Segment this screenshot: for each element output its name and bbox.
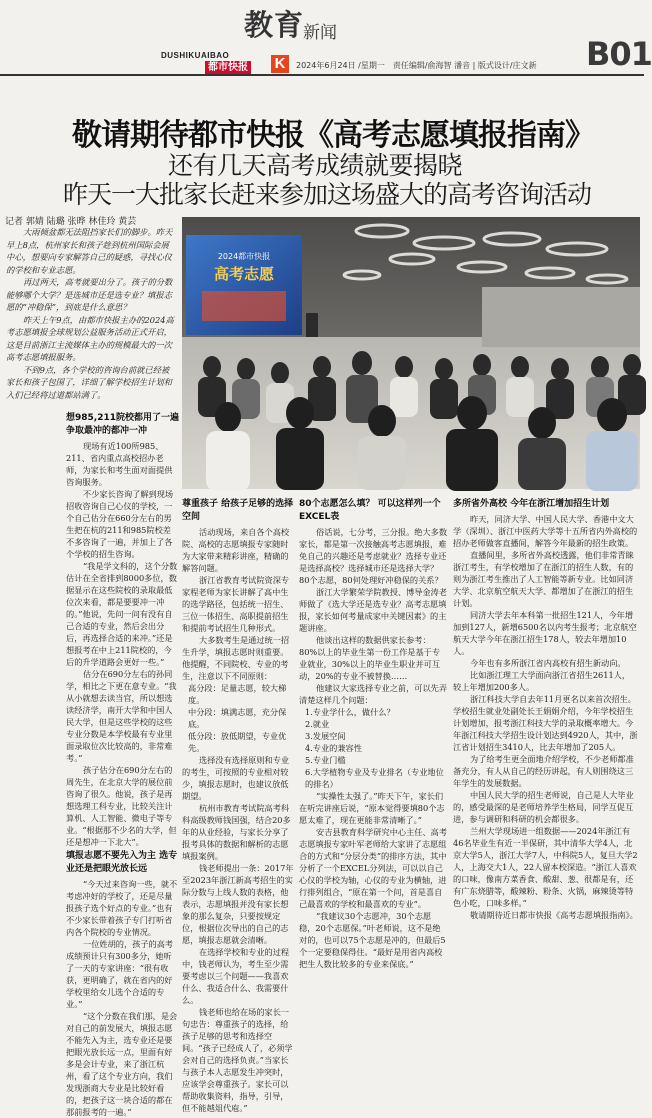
article-column-3 [299, 496, 447, 1020]
masthead-rule [0, 74, 644, 76]
paragraph: 浙江省教育考试院资深专家程老师为家长讲解了高中生的选学路径，包括统一招生、三位一体招生、高职提前招生和提前考试招生几种形式。 [182, 575, 290, 633]
paragraph: 现场有近100所985、211、省内重点高校招办老师，为家长和考生面对面提供咨询服务。 [66, 441, 173, 487]
paragraph: 杭州市教育考试院高考科科高级教师钱国强，结合20多年的从业经验，与家长分享了报考具体的数据和解析的志愿填报案例。 [182, 803, 291, 861]
article-column-4 [453, 496, 638, 1020]
screen-caption: 2024都市快报 [217, 252, 271, 261]
paragraph: 俗话说，七分考，三分报。绝大多数家长，都是第一次接触高考志愿填报，难免自己的兴趣还是考虑就业？选择专业还是选择高校？选择城市还是选择大学？80个志愿，80何处理好冲稳保的关系？ [299, 527, 448, 585]
paragraph: 不少家长咨询了解到现场招收咨询自己心仪的学校，一个自己估分在660分左右的男生把在杭的211和985院校差不多咨询了一遍，并加上了各个学校的招生咨询。 [66, 489, 174, 559]
screen-title: 高考志愿 [213, 265, 275, 283]
paragraph: 直播间里，多所省外高校透露，他们非常青睐浙江考生，有学校增加了在浙江的招生人数，有的则为浙江考生推出了人工智能等新专业。比如同济大学、北京航空航天大学、都增加了在浙江的招生计划。 [453, 550, 634, 608]
article-column-1 [66, 410, 179, 1117]
lead-paragraph: 昨天上午9点，由都市快报主办的2024高考志愿填报全球规划公益服务活动正式开启，这是目前浙江主流媒体主办的规模最大的一次高考志愿填报服务。 [6, 314, 174, 362]
byline: 记者 郭婧 陆璐 张晔 林佳玲 黄芸 [5, 217, 137, 227]
section-subtitle: 新闻 [303, 23, 337, 43]
paragraph: 钱老师提出一条：2017年至2023年浙江新高考招生的实际分数与上线人数的表格，他表示，志愿填报并没有家长想象的那么复杂，只要按规定位，根据位次导出的自己的志愿，填报志愿就会清晰。 [182, 863, 294, 945]
photo-illustration [182, 217, 640, 489]
paragraph: 他建议大家选择专业之前，可以先弄清楚这样几个问题： [299, 683, 448, 705]
paragraph: 孩子估分在690分左右的周先生，在北京大学的展位前咨询了很久。他说，孩子是再想选理工科专业，比较关注计算机、人工智能、微电子等专业。“根据那不少名的大学，但还是想冲一下北大”。 [66, 765, 177, 847]
list-item: 5.专业门槛 [305, 755, 346, 765]
subheadline-1: 还有几天高考成绩就要揭晓 [168, 151, 463, 180]
lead-paragraph: 大雨倾盆都无法阻挡家长们的脚步。昨天早上8点，杭州家长和孩子趁到杭州国际会展中心，想要向专家解答自己的疑惑，寻找心仪的学校和专业志愿。 [6, 227, 173, 275]
event-photo [182, 217, 640, 489]
paragraph: “这个分数在我们那，是会对自己的前发展大，填报志愿不能先入为主，选专业还是要把眼光放长远一点，里面有好多是会计专业，来了浙江杭州，看了这个专业方向，我们发现浙商大专业是比较好看的，把孩子这一块合适的都在那前报考的一遍。” [66, 1011, 178, 1117]
subheading: 尊重孩子 给孩子足够的选择空间 [182, 499, 294, 522]
paragraph: “我建议30个志愿冲，30个志愿稳，20个志愿保。”叶老师说，这不是绝对的，也可以75个志愿是冲的，但最后5个一定要稳保得住。“最好是用省内高校把生人数比较多的专业来保底。” [299, 911, 446, 969]
brand-label: 都市快报 [205, 61, 251, 75]
paragraph: 昨天，同济大学、中国人民大学、香港中文大学（深圳）、浙江中医药大学等十五所省内外高校的招办老师做客直播间，解答今年最新的招生政策。 [453, 514, 638, 548]
subheadline-2: 昨天一大批家长赶来参加这场盛大的高考咨询活动 [63, 180, 592, 209]
subheading: 多所省外高校 今年在浙江增加招生计划 [453, 499, 610, 509]
paragraph: 在选择学校和专业的过程中，钱老师认为，考生至少需要考虑以三个问题——我喜欢什么、我适合什么、我需要什么。 [182, 947, 290, 1005]
paragraph: “今天过来咨询一些，就不考虑冲好的学校了，还是尽量报孩子选个好点的专业。”也有不少家长带着孩子专门打听省内各个院校的专业情况。 [66, 879, 178, 937]
list-item: 中分段：填满志愿，充分保底。 [188, 707, 287, 729]
subheading: 填报志愿不要先入为主 选专业还是把眼光放长远 [66, 851, 178, 874]
lead-paragraph: 再过两天，高考就要出分了。孩子的分数能够哪个大学？是选城市还是选专业？填报志愿的“冲稳保”，到底是什么意思？ [6, 277, 173, 312]
main-headline: 敬请期待都市快报《高考志愿填报指南》 [72, 118, 594, 153]
paragraph: 一位姓胡的，孩子的高考成绩预计只有300多分，她听了一天的专家讲座：“很有收获，更明确了，就在省内的好学校里给女儿选个合适的专业。” [66, 939, 174, 1009]
article-column-2 [182, 496, 294, 1113]
paragraph: “实操性太强了。”昨天下午，家长们在听完讲座后说，“原本觉得要填80个志愿太难了，现在更能非常清晰了。” [299, 791, 445, 825]
paragraph: 浙江科技大学自去年11月更名以来首次招生。学校招生就业处副处长王娟娟介绍，今年学校招生计划增加，报考浙江科技大学的录取概率增大。今年浙江科技大学招生设计划达到4920人，其中，浙江省计划招生3410人，比去年增加了205人。 [453, 694, 638, 752]
paragraph: 敬请期待近日都市快报《高考志愿填报指南》。 [470, 910, 638, 920]
paragraph: 浙江大学繁荣学院教授、博导金涛老师做了《选大学还是选专业？高考志愿填报，家长如何考量成家中关键因素》的主题讲座。 [299, 587, 448, 633]
paragraph: 今年也有多所浙江省内高校有招生新动向。 [470, 658, 626, 668]
list-item: 高分段：足量志愿，较大梯度。 [188, 683, 287, 705]
list-item: 低分段：放低期望，专业优先。 [188, 731, 287, 753]
paragraph: 钱老师也给在场的家长一句忠告：尊重孩子的选择，给孩子足够的思考和选择空间。“孩子已经成人了，必须学会对自己的选择负责。”当家长与孩子本人志愿发生冲突时，应该学会尊重孩子。家长可以帮助收集资料，指导，引导，但不能越俎代庖。” [182, 1007, 293, 1113]
page-number: B01 [586, 35, 652, 73]
subheading: 80个志愿怎么填？ 可以这样列一个EXCEL表 [299, 499, 441, 522]
paragraph: 安吉县教育科学研究中心主任、高考志愿填报专家叶军老师给大家讲了志愿组合的方式和“分层分类”的排序方法，其中分析了一个EXCEL分列法，可以以自己心仪的学校为轴，心仪的专业为横轴，进行排列组合，“原在第一个问，首是喜自己最喜欢的学校和最喜欢的专业”。 [299, 827, 448, 909]
dateline: 2024年6月24日 /星期一 责任编辑/俞海智 潘音 | 版式设计/庄文新 [296, 61, 537, 70]
paragraph: 大多数考生是通过统一招生升学，填报志愿时则重要。他提醒，不同院校、专业的考生，注意以下不同原则： [182, 635, 290, 681]
paragraph: 他谈出这样的数据供家长参考：80%以上的毕业生第一份工作是基于专业就业，30%以上的毕业生职业并可互动，20%的专业不被替换…… [299, 635, 441, 681]
paragraph: “我是学文科的，这个分数估计在全省排到8000多位，数据显示在这些院校的录取最低位次来看，都是要要冲一冲的。”他说，先问一问有没有自己合适的专业，然后会出分后，再选择合适的来冲。”还是想报考在中上211院校的，今后的升学道路会更好一些。” [66, 561, 178, 667]
list-item: 6.大学植物专业及专业排名（专业地位的排名） [305, 767, 444, 789]
list-item: 3.发展空间 [305, 731, 346, 741]
list-item: 2.就业 [305, 719, 330, 729]
masthead-pinyin: DUSHIKUAIBAO [161, 51, 230, 60]
paragraph: 为了给考生更全面地介绍学校，不少老师都准备充分，有人从自己的经历讲起，有人则围绕这三年学生的发展数据。 [453, 754, 634, 788]
subheading: 想985,211院校都用了一遍 争取最冲的都冲一冲 [66, 413, 179, 436]
paragraph: 选择没有选择原则和专业的考生，可按照的专业相对较少，填报志愿时，也建议放低期望。 [182, 755, 290, 801]
lead-text [6, 226, 176, 401]
list-item: 1.专业学什么，做什么？ [305, 707, 395, 717]
brand-logo-icon: K [271, 55, 289, 73]
paragraph: 估分在690分左右的孙同学，相比之下更在意专业。“我从小就想去读当官，所以想选读经济学，南开大学和中国人民大学，但是这些学校的这些专业分数是本学校最有专业里面录取位次比较高的，非常难考。” [66, 669, 177, 763]
paragraph: 同济大学去年本科第一批招生121人，今年增加到127人，新增6500名以内考生报考；北京航空航天大学今年在浙江招生178人，较去年增加10人。 [453, 610, 637, 656]
paragraph: 中国人民大学的招生老师说，自己是人大毕业的，感受最深的是老师培养学生格局，同学互促互进，参与调研和科研的机会都很多。 [453, 790, 634, 824]
list-item: 4.专业的兼容性 [305, 743, 362, 753]
paragraph: 兰州大学现场进一组数据——2024年浙江有46名毕业生有近一半保研，其中清华大学4人，北京大学5人，浙江大学7人，中科院5人，复旦大学2人，上海交大1人，22人留本校深造。“浙江人喜欢的口味，像南方菜香食、酸甜、葱、很都是有，还有广东烧腊等，酸辣粉、粉条、火锅，麻辣烫等特色小吃，口味多样。” [453, 826, 638, 908]
paragraph: 比如浙江理工大学面向浙江省招生2611人，较上年增加200多人。 [453, 670, 631, 692]
lead-paragraph: 不到9点，各个学校的咨询台前就已经被家长和孩子包围了，详细了解学校招生计划和入们已经将过道都站满了。 [6, 364, 172, 400]
section-title: 教育 [244, 8, 305, 42]
paragraph: 活动现场，来自各个高校院、高校的志愿填报专家随时为大家带来精彩讲座，精确的解答问题。 [182, 527, 290, 573]
